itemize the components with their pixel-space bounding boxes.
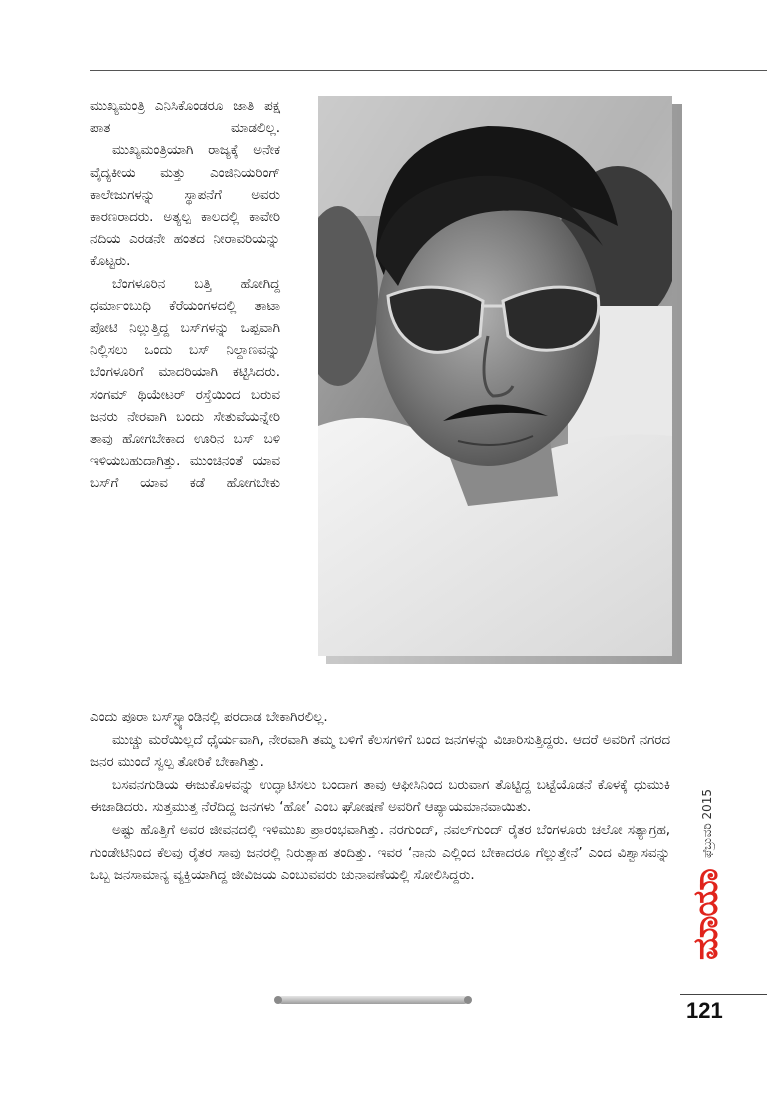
- column-paragraph-3: ಬೆಂಗಳೂರಿನ ಬತ್ತಿ ಹೋಗಿದ್ದ ಧರ್ಮಾಂಬುಧಿ ಕೆರೆಯಂಗಳದಲ್ಲಿ ತಾಟಾ ಪೋಟಿ ನಿಲ್ಲುತ್ತಿದ್ದ ಬಸ್‌ಗಳನ್ನು ಒಪ್ಪವಾಗಿ ನಿಲ್ಲಿಸಲು ಒಂದು ಬಸ್ ನಿಲ್ದಾಣವನ್ನು ಬೆಂಗಳೂರಿಗೆ ಮಾದರಿಯಾಗಿ ಕಟ್ಟಿಸಿದರು. ಸಂಗಮ್ ಥಿಯೇಟರ್ ರಸ್ತೆಯಿಂದ ಬರುವ ಜನರು ನೇರವಾಗಿ ಬಂದು ಸೇತುವೆಯನ್ನೇರಿ ತಾವು ಹೋಗಬೇಕಾದ ಊರಿನ ಬಸ್ ಬಳಿ ಇಳಿಯಬಹುದಾಗಿತ್ತು. ಮುಂಚಿನಂತೆ ಯಾವ ಬಸ್‌ಗೆ ಯಾವ ಕಡೆ ಹೋಗಬೇಕು: [90, 276, 280, 492]
- magazine-logo: ಮಾಯಾ: [686, 869, 726, 960]
- issue-date: ಫೆಬ್ರುವರಿ 2015: [700, 788, 714, 858]
- article-full-width: [90, 707, 670, 888]
- portrait-image: [318, 96, 672, 656]
- column-paragraph-2: ಮುಖ್ಯಮಂತ್ರಿಯಾಗಿ ರಾಜ್ಯಕ್ಕೆ ಅನೇಕ ವೈದ್ಯಕೀಯ ಮತ್ತು ಎಂಜಿನಿಯರಿಂಗ್ ಕಾಲೇಜುಗಳನ್ನು ಸ್ಥಾಪನೆಗೆ ಅವರು ಕಾರಣರಾದರು. ಅತ್ಯಲ್ಪ ಕಾಲದಲ್ಲಿ ಕಾವೇರಿ ನದಿಯ ಎರಡನೇ ಹಂತದ ನೀರಾವರಿಯನ್ನು ಕೊಟ್ಟರು.: [90, 143, 280, 270]
- portrait-photo: [318, 96, 672, 656]
- decorative-bar: [278, 996, 468, 1004]
- full-paragraph-1: ಎಂದು ಪೂರಾ ಬಸ್‌ಸ್ಟ್ಯಾಂಡಿನಲ್ಲಿ ಪರದಾಡ ಬೇಕಾಗಿರಲಿಲ್ಲ.: [90, 710, 328, 725]
- portrait-photo-frame: [318, 96, 680, 660]
- page-number: 121: [686, 998, 723, 1023]
- full-paragraph-3: ಬಸವನಗುಡಿಯ ಈಜುಕೊಳವನ್ನು ಉದ್ಘಾಟಿಸಲು ಬಂದಾಗ ತಾವು ಆಫೀಸಿನಿಂದ ಬರುವಾಗ ತೊಟ್ಟಿದ್ದ ಬಟ್ಟೆಯೊಡನೆ ಕೊಳಕ್ಕೆ ಧುಮುಕಿ ಈಜಾಡಿದರು. ಸುತ್ತಮುತ್ತ ನೆರೆದಿದ್ದ ಜನಗಳು ‘ಹೋ’ ಎಂಬ ಘೋಷಣೆ ಅವರಿಗೆ ಆಪ್ಯಾಯಮಾನವಾಯಿತು.: [90, 777, 670, 816]
- footer-rule: [680, 994, 767, 995]
- top-rule: [90, 70, 767, 71]
- full-paragraph-4: ಅಷ್ಟು ಹೊತ್ತಿಗೆ ಅವರ ಜೀವನದಲ್ಲಿ ಇಳಿಮುಖ ಪ್ರಾರಂಭವಾಗಿತ್ತು. ನರಗುಂದ್, ನವಲ್‌ಗುಂದ್ ರೈತರ ಬೆಂಗಳೂರು ಚಲೋ ಸತ್ಯಾಗ್ರಹ, ಗುಂಡೇಟಿನಿಂದ ಕೆಲವು ರೈತರ ಸಾವು ಜನರಲ್ಲಿ ನಿರುತ್ಸಾಹ ತಂದಿತ್ತು. ಇವರ ‘ನಾನು ಎಲ್ಲಿಂದ ಬೇಕಾದರೂ ಗೆಲ್ಲುತ್ತೇನೆ’ ಎಂದ ವಿಶ್ವಾಸವನ್ನು ಒಬ್ಬ ಜನಸಾಮಾನ್ಯ ವ್ಯಕ್ತಿಯಾಗಿದ್ದ ಜೀವಿಜಯ ಎಂಬುವವರು ಚುನಾವಣೆಯಲ್ಲಿ ಸೋಲಿಸಿದ್ದರು.: [90, 822, 670, 884]
- column-paragraph-1: ಮುಖ್ಯಮಂತ್ರಿ ಎನಿಸಿಕೊಂಡರೂ ಜಾತಿ ಪಕ್ಷ ಪಾತ ಮಾಡಲಿಲ್ಲ.: [90, 99, 280, 137]
- article-column: [90, 96, 280, 496]
- full-paragraph-2: ಮುಚ್ಚು ಮರೆಯಿಲ್ಲದೆ ಧೈರ್ಯವಾಗಿ, ನೇರವಾಗಿ ತಮ್ಮ ಬಳಿಗೆ ಕೆಲಸಗಳಿಗೆ ಬಂದ ಜನಗಳನ್ನು ವಿಚಾರಿಸುತ್ತಿದ್ದರು. ಆದರೆ ಅವರಿಗೆ ನಗರದ ಜನರ ಮುಂದೆ ಸ್ವಲ್ಪ ತೋರಿಕೆ ಬೇಕಾಗಿತ್ತು.: [90, 732, 670, 771]
